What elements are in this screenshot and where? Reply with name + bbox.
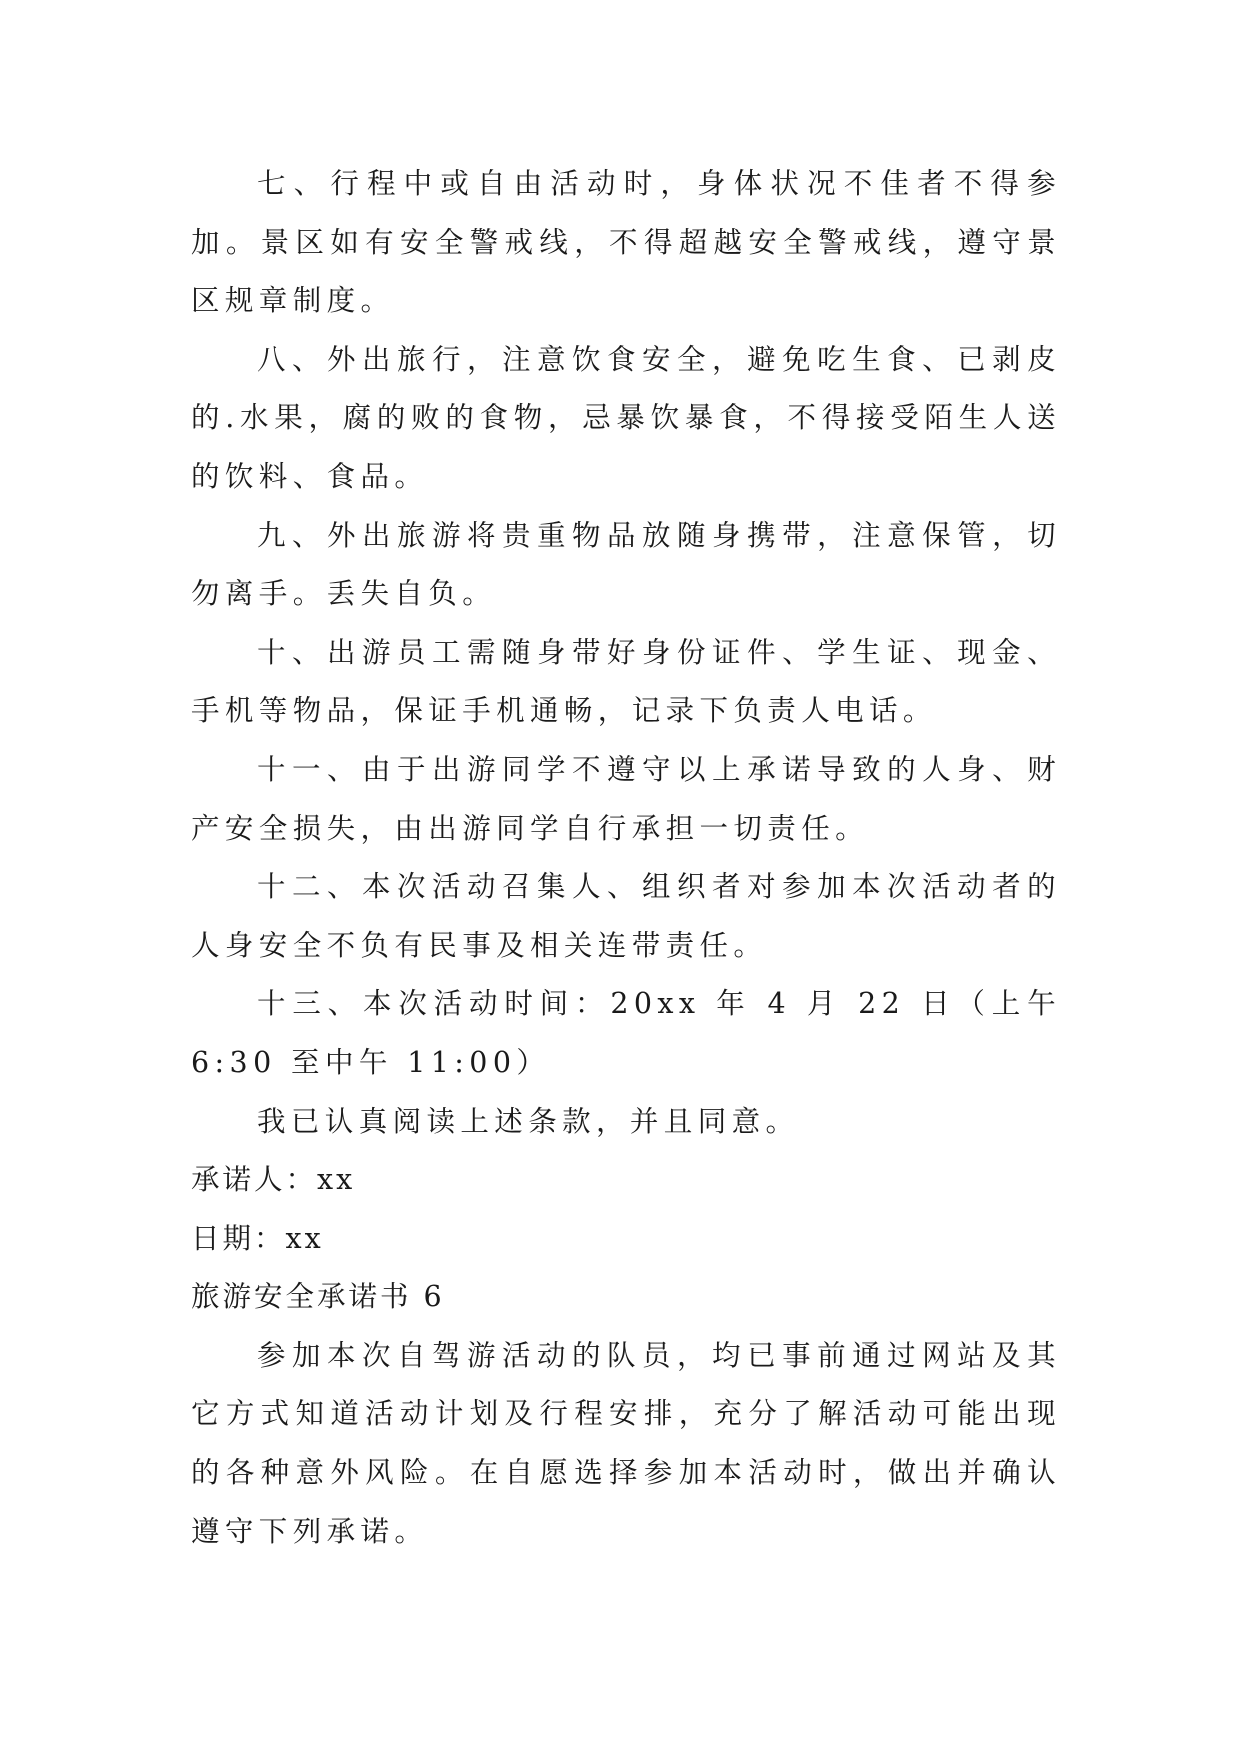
clause-10: 十、出游员工需随身带好身份证件、学生证、现金、手机等物品，保证手机通畅，记录下负责人电话。 xyxy=(191,635,1061,728)
clause-8: 八、外出旅行，注意饮食安全，避免吃生食、已剥皮的.水果，腐的败的食物，忌暴饮暴食，不得接受陌生人送的饮料、食品。 xyxy=(191,342,1061,493)
clause-11: 十一、由于出游同学不遵守以上承诺导致的人身、财产安全损失，由出游同学自行承担一切责任。 xyxy=(191,752,1061,845)
document-page xyxy=(191,155,1061,1561)
clause-9: 九、外出旅游将贵重物品放随身携带，注意保管，切勿离手。丢失自负。 xyxy=(191,518,1061,611)
clause-7: 七、行程中或自由活动时，身体状况不佳者不得参加。景区如有安全警戒线，不得超越安全警戒线，遵守景区规章制度。 xyxy=(191,167,1061,318)
clause-12: 十二、本次活动召集人、组织者对参加本次活动者的人身安全不负有民事及相关连带责任。 xyxy=(191,870,1061,962)
agreement-statement: 我已认真阅读上述条款，并且同意。 xyxy=(257,1104,800,1138)
clause-13: 十三、本次活动时间：20xx 年 4 月 22 日（上午 6:30 至中午 11:00） xyxy=(191,987,1061,1079)
signatory-line: 承诺人：xx xyxy=(191,1163,356,1197)
intro-paragraph: 参加本次自驾游活动的队员，均已事前通过网站及其它方式知道活动计划及行程安排，充分了解活动可能出现的各种意外风险。在自愿选择参加本活动时，做出并确认遵守下列承诺。 xyxy=(191,1338,1061,1548)
date-line: 日期：xx xyxy=(191,1221,324,1255)
section-title: 旅游安全承诺书 6 xyxy=(191,1280,445,1314)
